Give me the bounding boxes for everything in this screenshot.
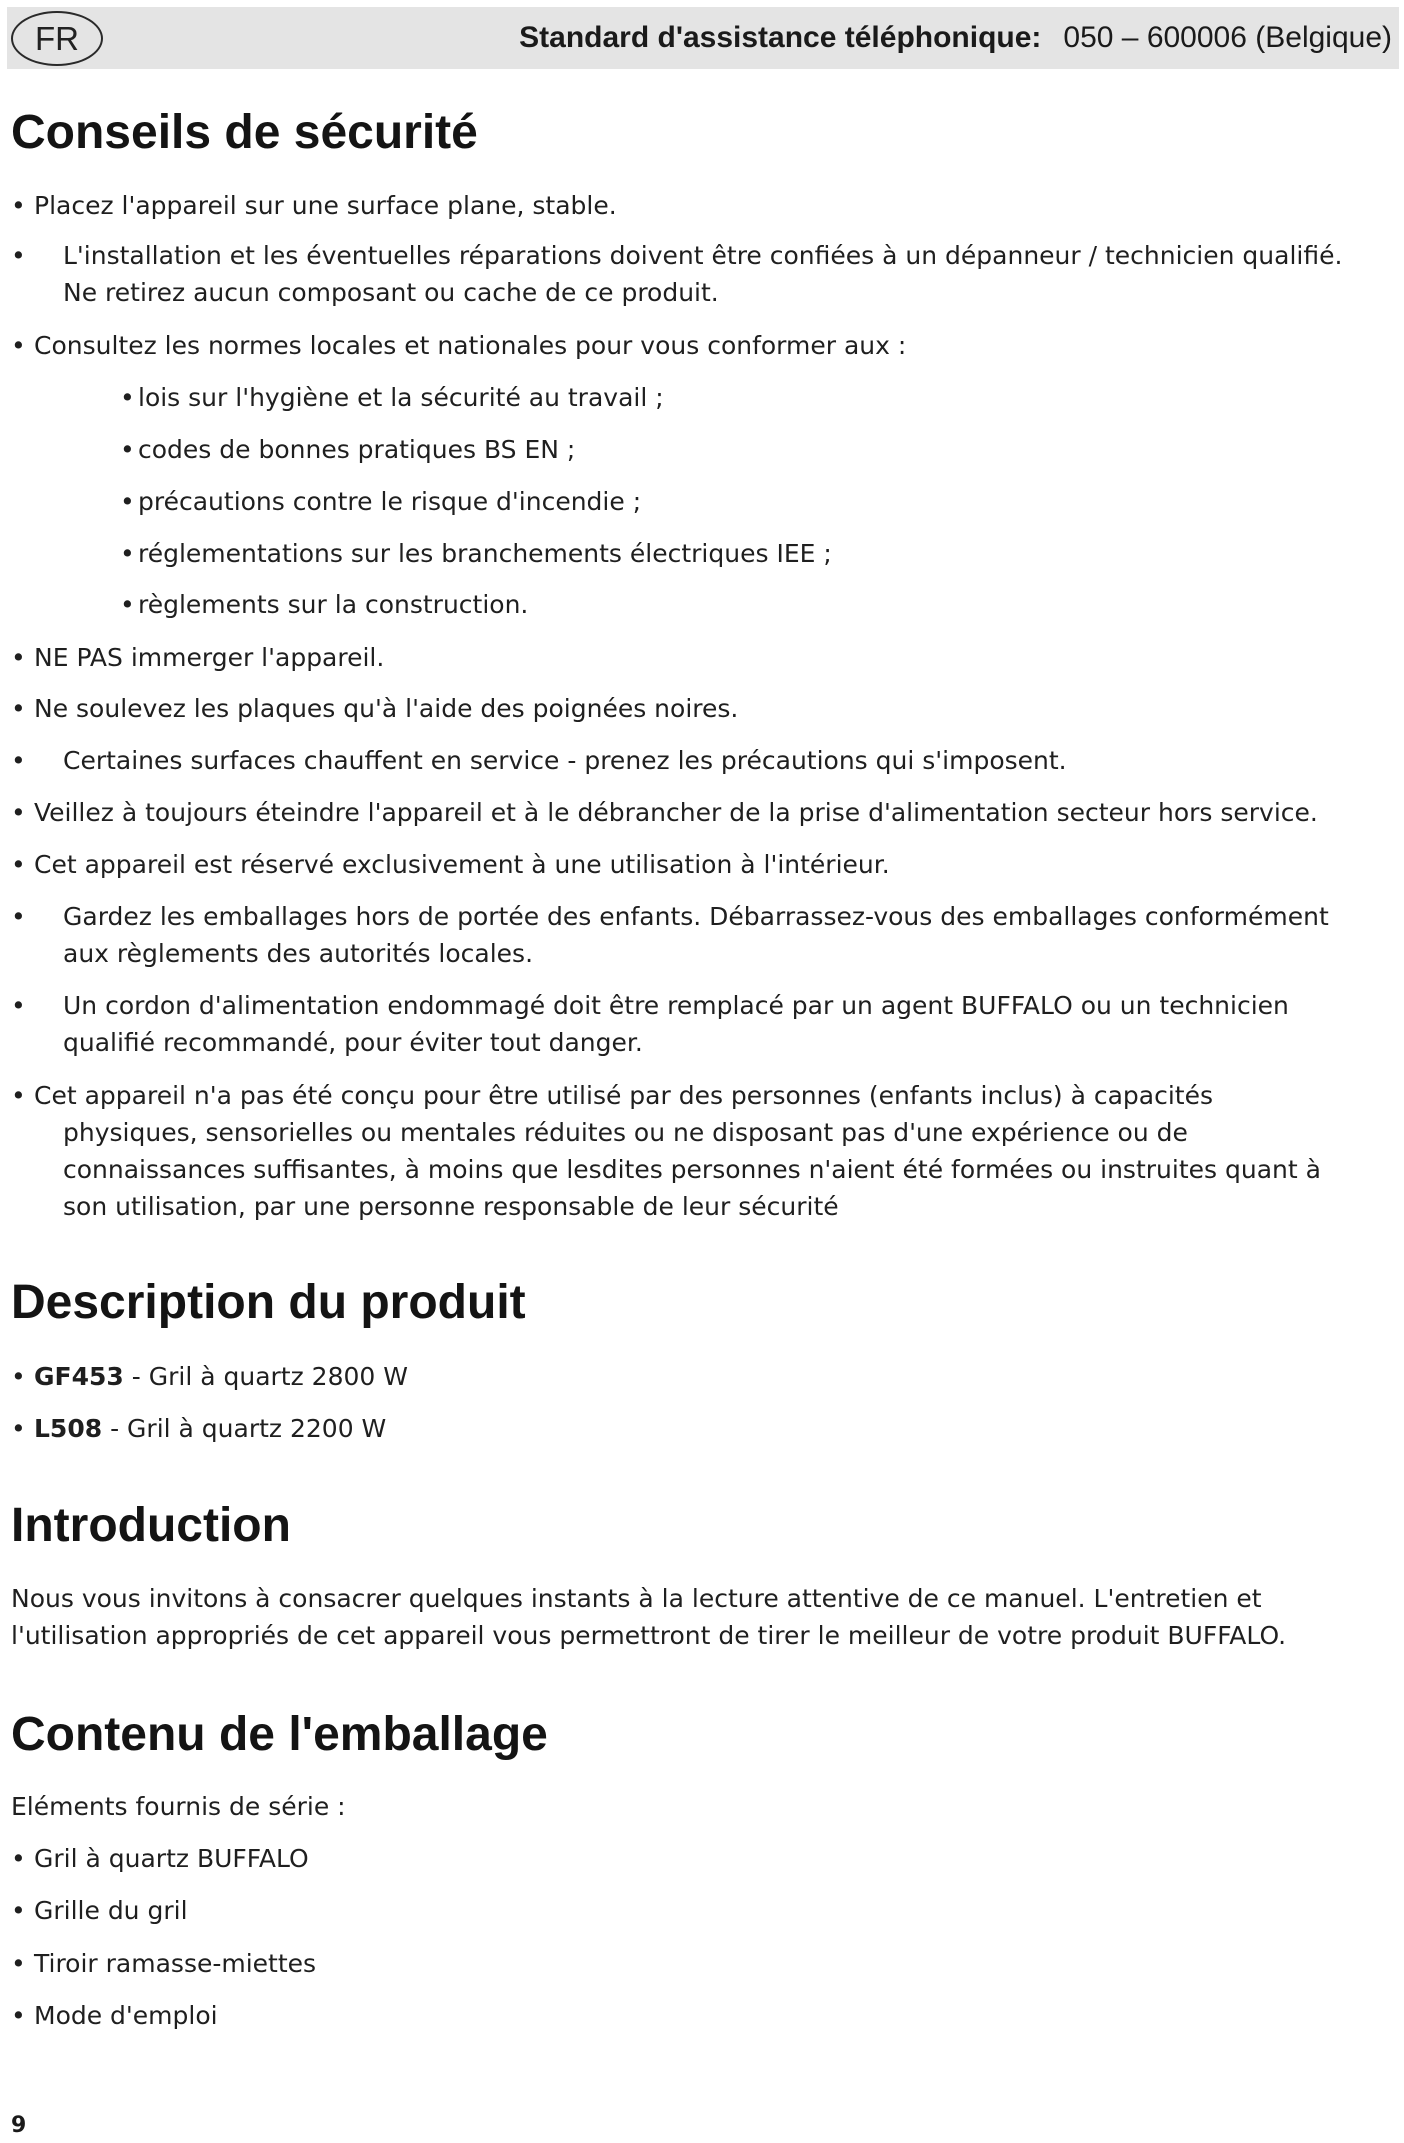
safety-item [0,846,1404,883]
section-title-description: Description du produit [11,1276,526,1329]
safety-item [0,794,1404,831]
safety-item-text-continued: qualifié recommandé, pour éviter tout danger. [63,1028,643,1057]
safety-item-text: Certaines surfaces chauffent en service - prenez les précautions qui s'imposent. [63,746,1067,775]
safety-item [0,187,1404,224]
safety-item [0,1077,1404,1225]
bullet: • [120,590,135,619]
bullet: • [120,383,135,412]
product-item-text [34,1410,1404,1447]
bullet: • [11,331,26,360]
safety-subitem-text: réglementations sur les branchements électriques IEE ; [138,539,832,568]
product-model: L508 [34,1414,103,1443]
safety-subitem-text: règlements sur la construction. [138,590,529,619]
safety-item [0,639,1404,676]
safety-subitem [0,483,1404,520]
safety-subitem-text: précautions contre le risque d'incendie ; [138,487,642,516]
contents-item-text: Gril à quartz BUFFALO [34,1844,309,1873]
bullet: • [11,1414,26,1443]
safety-subitem [0,431,1404,468]
safety-item-text: Cet appareil n'a pas été conçu pour être utilisé par des personnes (enfants inclus) à capacités [34,1081,1214,1110]
header-bar [7,7,1399,69]
bullet: • [11,1844,26,1873]
safety-item-text: L'installation et les éventuelles réparations doivent être confiées à un dépanneur / technicien qualifié. [63,241,1343,270]
safety-item-text-continued: physiques, sensorielles ou mentales réduites ou ne disposant pas d'une expérience ou de [63,1118,1188,1147]
bullet: • [11,1896,26,1925]
product-model: GF453 [34,1362,124,1391]
bullet: • [11,902,26,931]
safety-item-text: Consultez les normes locales et nationales pour vous conformer aux : [34,331,907,360]
product-item-text [34,1358,1404,1395]
section-title-contents: Contenu de l'emballage [11,1708,548,1761]
safety-item [0,237,1404,311]
bullet: • [11,1362,26,1391]
section-title-introduction: Introduction [11,1499,291,1552]
section-title-safety: Conseils de sécurité [11,106,478,159]
safety-item-text-continued: Ne retirez aucun composant ou cache de ce produit. [63,278,719,307]
support-label: Standard d'assistance téléphonique: [519,21,1042,54]
safety-item-text-continued: son utilisation, par une personne responsable de leur sécurité [63,1192,839,1221]
bullet: • [11,241,26,270]
bullet: • [120,539,135,568]
safety-item-text-continued: connaissances suffisantes, à moins que lesdites personnes n'aient été formées ou instruites quant à [63,1155,1321,1184]
contents-intro [0,1788,1404,1825]
contents-item [0,1945,1404,1982]
contents-item-text: Grille du gril [34,1896,188,1925]
bullet: • [11,1081,26,1110]
language-badge: FR [11,11,103,66]
safety-subitem-text: lois sur l'hygiène et la sécurité au travail ; [138,383,664,412]
product-description: - Gril à quartz 2800 W [131,1362,408,1391]
contents-item-text: Tiroir ramasse-miettes [34,1949,317,1978]
safety-item-text: NE PAS immerger l'appareil. [34,643,385,672]
safety-item [0,327,1404,364]
bullet: • [11,798,26,827]
safety-item-text: Cet appareil est réservé exclusivement à une utilisation à l'intérieur. [34,850,890,879]
contents-item-text: Mode d'emploi [34,2001,218,2030]
introduction-line: l'utilisation appropriés de cet appareil vous permettront de tirer le meilleur de votre produit BUFFALO. [11,1621,1287,1650]
safety-item [0,898,1404,972]
contents-item [0,1997,1404,2034]
safety-subitem [0,535,1404,572]
bullet: • [11,191,26,220]
safety-item-text-continued: aux règlements des autorités locales. [63,939,534,968]
bullet: • [11,991,26,1020]
contents-item [0,1840,1404,1877]
safety-item [0,742,1404,779]
bullet: • [11,694,26,723]
bullet: • [11,2001,26,2030]
bullet: • [11,850,26,879]
safety-item-text: Ne soulevez les plaques qu'à l'aide des poignées noires. [34,694,739,723]
bullet: • [11,1949,26,1978]
safety-subitem [0,379,1404,416]
support-line [519,7,1392,69]
safety-item-text: Veillez à toujours éteindre l'appareil et à le débrancher de la prise d'alimentation secteur hors service. [34,798,1318,827]
bullet: • [120,435,135,464]
safety-item [0,987,1404,1061]
safety-item-text: Un cordon d'alimentation endommagé doit être remplacé par un agent BUFFALO ou un technicien [63,991,1289,1020]
product-description: - Gril à quartz 2200 W [110,1414,387,1443]
introduction-line: Nous vous invitons à consacrer quelques instants à la lecture attentive de ce manuel. L'entretien et [11,1584,1262,1613]
support-number: 050 – 600006 (Belgique) [1063,21,1392,54]
safety-subitem-text: codes de bonnes pratiques BS EN ; [138,435,576,464]
bullet: • [11,643,26,672]
bullet: • [11,746,26,775]
introduction-paragraph [0,1580,1404,1654]
safety-subitem [0,586,1404,623]
product-item [0,1410,1404,1447]
bullet: • [120,487,135,516]
contents-intro-text: Eléments fournis de série : [11,1792,346,1821]
safety-item-text: Gardez les emballages hors de portée des enfants. Débarrassez-vous des emballages conformément [63,902,1329,931]
product-item [0,1358,1404,1395]
page-number: 9 [11,2113,27,2138]
safety-item [0,690,1404,727]
contents-item [0,1892,1404,1929]
safety-item-text: Placez l'appareil sur une surface plane, stable. [34,191,617,220]
